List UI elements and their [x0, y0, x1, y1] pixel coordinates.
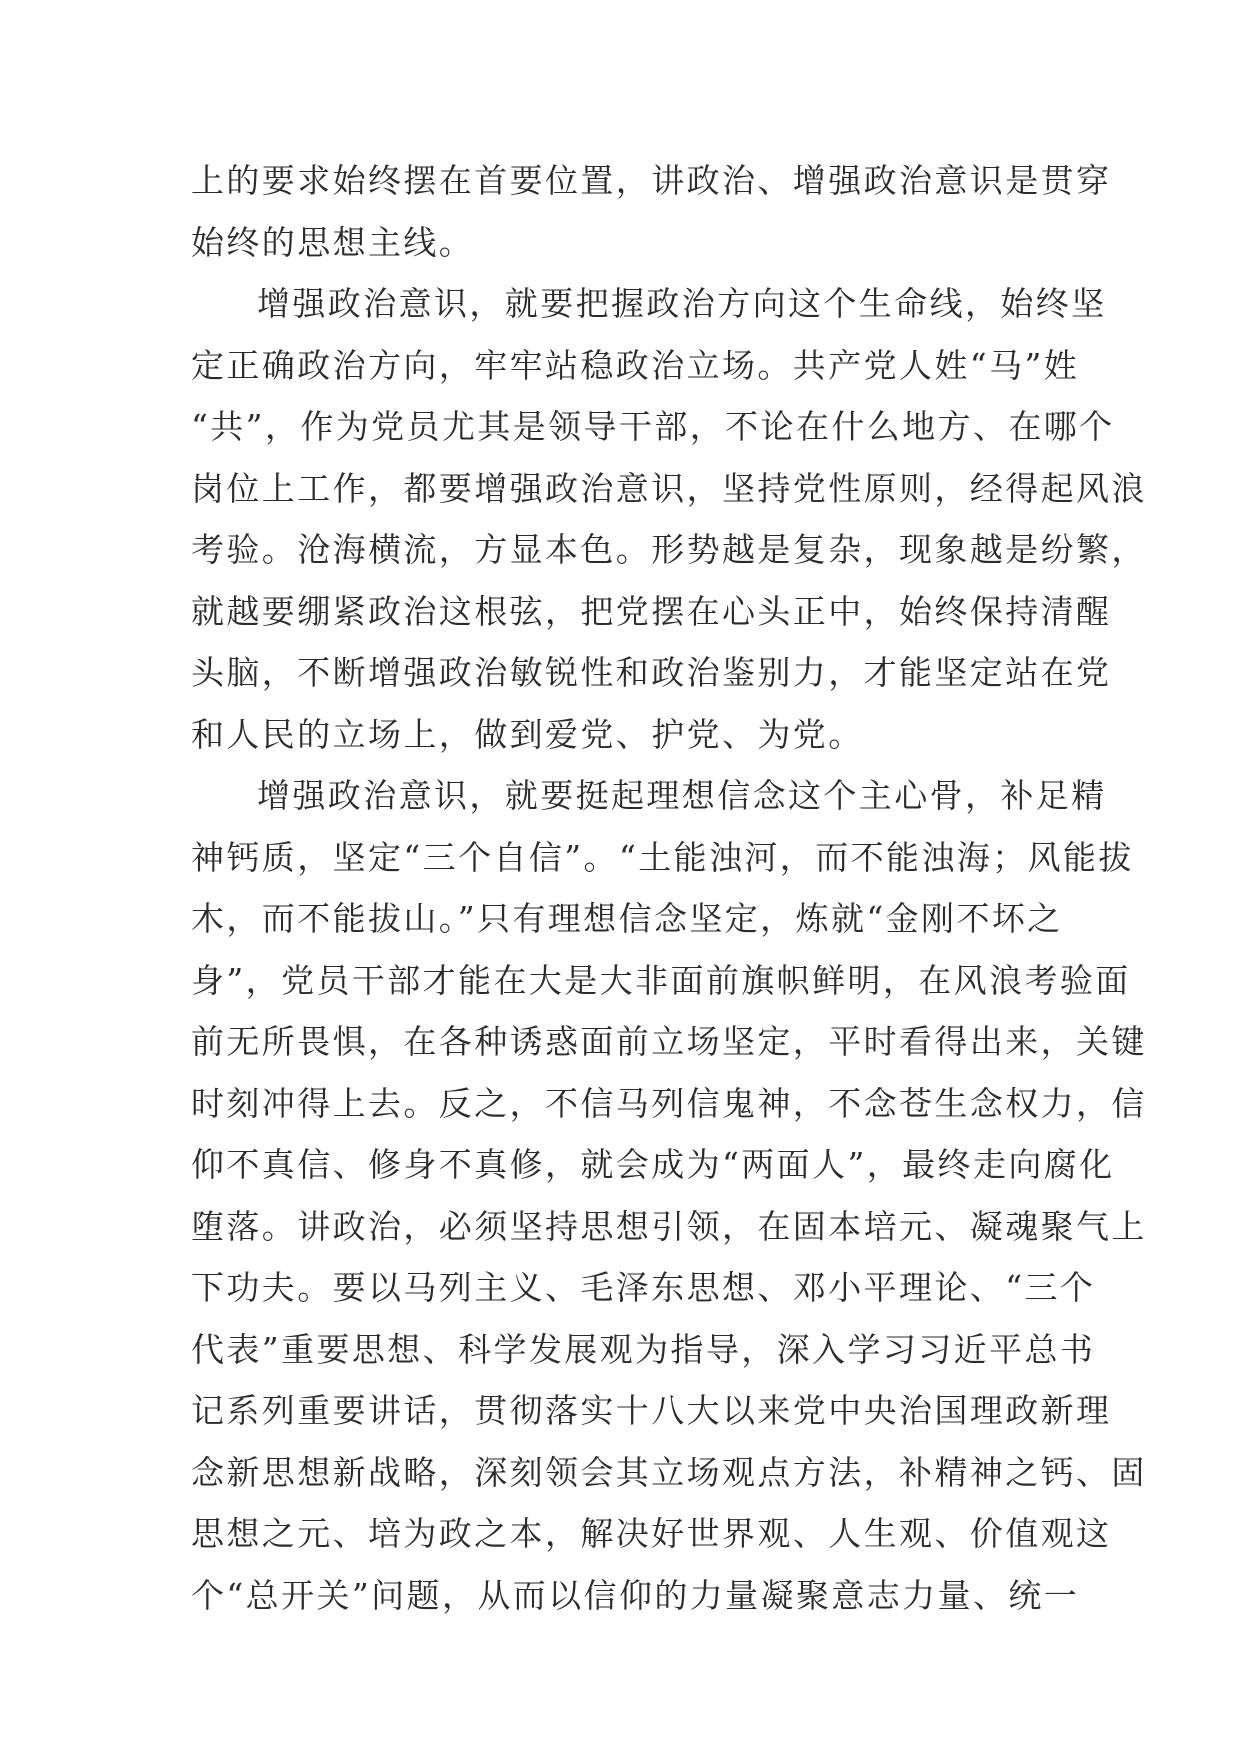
text-line: 增强政治意识，就要把握政治方向这个生命线，始终坚: [257, 284, 1107, 323]
text-line: 岗位上工作，都要增强政治意识，坚持党性原则，经得起风浪: [191, 468, 1147, 508]
text-line: 下功夫。要以马列主义、毛泽东思想、邓小平理论、“三个: [191, 1268, 1096, 1307]
text-line: 定正确政治方向，牢牢站稳政治立场。共产党人姓“马”姓: [191, 345, 1080, 385]
text-line: 木，而不能拔山。”只有理想信念坚定，炼就“金刚不坏之: [191, 899, 1063, 938]
text-line: 考验。沧海横流，方显本色。形势越是复杂，现象越是纷繁，: [191, 530, 1147, 569]
text-line: 增强政治意识，就要挺起理想信念这个主心骨，补足精: [257, 776, 1107, 815]
paragraph-3: [191, 765, 1147, 1626]
paragraph-1: [191, 150, 1112, 273]
document-body: [191, 150, 1147, 1626]
text-line: 身”，党员干部才能在大是大非面前旗帜鲜明，在风浪考验面: [191, 960, 1131, 1000]
text-line: “共”，作为党员尤其是领导干部，不论在什么地方、在哪个: [191, 407, 1115, 446]
text-line: 始终的思想主线。: [191, 222, 475, 262]
text-line: 念新思想新战略，深刻领会其立场观点方法，补精神之钙、固: [191, 1452, 1147, 1492]
text-line: 记系列重要讲话，贯彻落实十八大以来党中央治国理政新理: [191, 1391, 1112, 1430]
text-line: 个“总开关”问题，从而以信仰的力量凝聚意志力量、统一: [191, 1575, 1080, 1615]
text-line: 仰不真信、修身不真修，就会成为“两面人”，最终走向腐化: [191, 1145, 1115, 1184]
text-line: 时刻冲得上去。反之，不信马列信鬼神，不念苍生念权力，信: [191, 1083, 1147, 1123]
text-line: 头脑，不断增强政治敏锐性和政治鉴别力，才能坚定站在党: [191, 653, 1112, 692]
text-line: 就越要绷紧政治这根弦，把党摆在心头正中，始终保持清醒: [191, 591, 1112, 631]
text-line: 思想之元、培为政之本，解决好世界观、人生观、价值观这: [191, 1514, 1112, 1553]
text-line: 代表”重要思想、科学发展观为指导，深入学习习近平总书: [191, 1329, 1096, 1369]
text-line: 神钙质，坚定“三个自信”。“土能浊河，而不能浊海；风能拔: [191, 837, 1134, 877]
text-line: 上的要求始终摆在首要位置，讲政治、增强政治意识是贯穿: [191, 161, 1112, 200]
text-line: 和人民的立场上，做到爱党、护党、为党。: [191, 714, 864, 754]
paragraph-2: [191, 273, 1147, 765]
text-line: 堕落。讲政治，必须坚持思想引领，在固本培元、凝魂聚气上: [191, 1206, 1147, 1246]
text-line: 前无所畏惧，在各种诱惑面前立场坚定，平时看得出来，关键: [191, 1022, 1147, 1061]
